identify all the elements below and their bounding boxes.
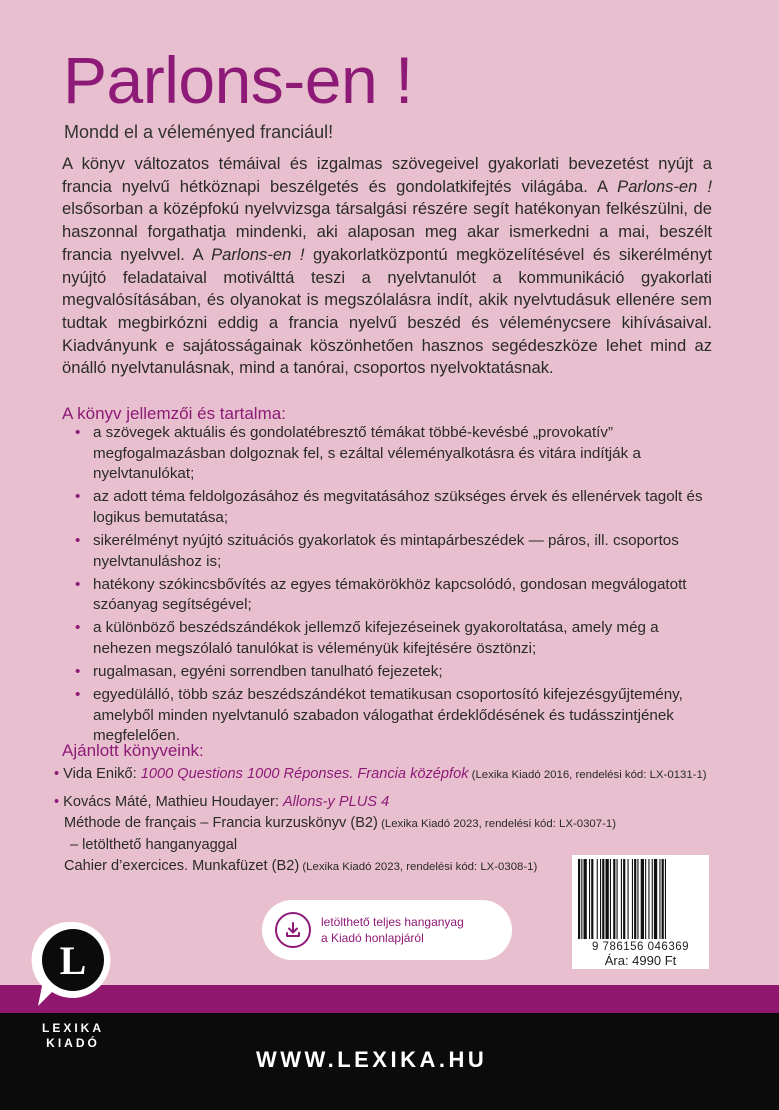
list-item: • rugalmasan, egyéni sorrendben tanulható fejezetek;: [75, 663, 443, 681]
features-title: A könyv jellemzői és tartalma:: [62, 404, 286, 423]
barcode-icon: [578, 859, 703, 939]
publisher-logo-icon: [30, 918, 116, 1010]
barcode-box: [572, 855, 709, 969]
book-subtitle: Mondd el a véleményed franciául!: [64, 122, 334, 142]
recommended-title: Ajánlott könyveink:: [62, 741, 204, 760]
download-icon: [275, 912, 311, 948]
list-item: • az adott téma feldolgozásához és megvitatásához szükséges érvek és ellenérvek tagolt és logikus bemutatása;: [75, 488, 703, 526]
price-label: Ára: 4990 Ft: [604, 953, 677, 968]
book-title: Parlons-en !: [63, 43, 413, 117]
isbn-number: 9 786156 046369: [591, 941, 690, 953]
accent-stripe: [0, 985, 779, 1013]
intro-book-title-2: Parlons-en !: [211, 244, 305, 264]
list-item: • a szövegek aktuális és gondolatébresztő témákat többé-kevésbé „provokatív” megfogalmazásban dolgoznak fel, s ezáltal véleményalkotásra és vitára indítják a nyelvtanulókat;: [75, 424, 641, 483]
intro-paragraph: A könyv változatos témáival és izgalmas szövegeivel gyakorlati bevezetést nyújt a francia nyelvű hétköznapi beszélgetés és gondolatkifejtés világába. A Parlons-en ! elsősorban a középfokú nyelvvizsga társalgási részére segít hatékonyan felkészülni, de haszonnal forgathatja mindenki, aki alaposan meg akar ismerkedni a mai, beszélt francia nyelvvel. A Parlons-en ! gyakorlatközpontú megközelítésével és sikerélményt nyújtó feladataival motiválttá teszi a nyelvtanulót a kommunikáció gyakorlati megvalósításában, és olyanokat is megszólalásra indít, akik nyelvtudásuk ellenére sem tudtak megbirkózni eddig a francia nyelvű beszéd és véleménycsere kihívásaival. Kiadványunk e sajátosságainak köszönhetően hasznos segédeszköze lehet mind az önálló nyelvtanulásnak, mind a tanórai, csoportos nyelvoktatásnak.: [62, 154, 713, 378]
list-item: • a különböző beszédszándékok jellemző kifejezéseinek gyakoroltatása, amely még a nehezen megszólaló tanulókat is véleményük kifejtésére ösztönzi;: [75, 619, 659, 657]
audio-download-badge[interactable]: [262, 900, 512, 960]
audio-line-2: a Kiadó honlapjáról: [321, 931, 424, 945]
list-item: • sikerélményt nyújtó szituációs gyakorlatok és mintapárbeszédek — páros, ill. csoportos nyelvtanuláshoz is;: [75, 531, 679, 570]
recommended-book-1: • Vida Enikő: 1000 Questions 1000 Réponses. Francia középfok (Lexika Kiadó 2016, rendelési kód: LX-0131-1): [54, 766, 707, 782]
intro-book-title-1: Parlons-en !: [617, 176, 713, 196]
features-list: [75, 423, 715, 749]
publisher-name: LEXIKA KIADÓ: [41, 1021, 104, 1050]
publisher-url-link[interactable]: WWW.LEXIKA.HU: [256, 1047, 488, 1072]
svg-text:L: L: [59, 938, 87, 983]
list-item: • hatékony szókincsbővítés az egyes témakörökhöz kapcsolódó, gondosan megválogatott szóanyag segítségével;: [75, 575, 687, 614]
list-item: • egyedülálló, több száz beszédszándékot tematikusan csoportosító kifejezésgyűjtemény, amelyből minden nyelvtanuló szabadon válogathat érdeklődésének és tudásszintjének megfelelően.: [75, 686, 683, 745]
recommended-book-2: • Kovács Máté, Mathieu Houdayer: Allons-y PLUS 4 Méthode de français – Francia kurzuskönyv (B2) (Lexika Kiadó 2023, rendelési kód: LX-0307-1) – letölthető hanganyaggal Cahier d’exercices. Munkafüzet (B2) (Lexika Kiadó 2023, rendelési kód: LX-0308-1): [54, 794, 617, 874]
audio-line-1: letölthető teljes hanganyag: [321, 915, 464, 929]
